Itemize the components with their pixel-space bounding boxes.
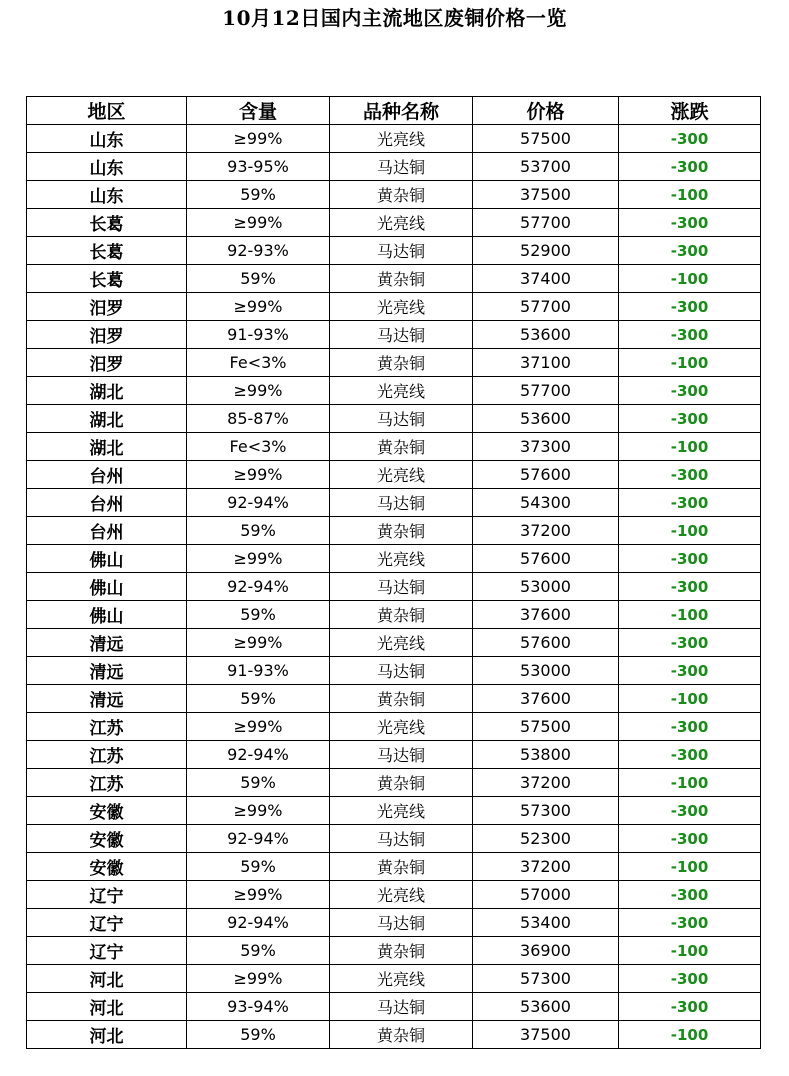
column-header-change: 涨跌 (619, 97, 761, 125)
product-name-cell: 马达铜 (330, 237, 473, 265)
price-cell: 37200 (473, 769, 619, 797)
table-row (27, 181, 761, 209)
region-cell: 安徽 (27, 853, 187, 881)
region-cell: 清远 (27, 629, 187, 657)
region-cell: 山东 (27, 125, 187, 153)
product-name-cell: 黄杂铜 (330, 265, 473, 293)
content-cell: ≥99% (187, 545, 330, 573)
change-cell: -300 (619, 209, 761, 237)
product-name-cell: 马达铜 (330, 825, 473, 853)
price-cell: 53400 (473, 909, 619, 937)
price-cell: 52300 (473, 825, 619, 853)
product-name-cell: 黄杂铜 (330, 685, 473, 713)
region-cell: 长葛 (27, 209, 187, 237)
table-row (27, 769, 761, 797)
column-header-price: 价格 (473, 97, 619, 125)
region-cell: 江苏 (27, 741, 187, 769)
price-table (26, 96, 761, 1049)
region-cell: 清远 (27, 657, 187, 685)
content-cell: 59% (187, 181, 330, 209)
price-cell: 54300 (473, 489, 619, 517)
price-cell: 37300 (473, 433, 619, 461)
table-row (27, 209, 761, 237)
product-name-cell: 光亮线 (330, 293, 473, 321)
change-cell: -100 (619, 433, 761, 461)
region-cell: 安徽 (27, 797, 187, 825)
table-row (27, 237, 761, 265)
content-cell: 92-94% (187, 573, 330, 601)
price-cell: 37200 (473, 853, 619, 881)
change-cell: -300 (619, 881, 761, 909)
product-name-cell: 马达铜 (330, 405, 473, 433)
price-cell: 53600 (473, 321, 619, 349)
price-cell: 57500 (473, 713, 619, 741)
change-cell: -300 (619, 797, 761, 825)
change-cell: -100 (619, 181, 761, 209)
content-cell: 59% (187, 937, 330, 965)
content-cell: 92-93% (187, 237, 330, 265)
product-name-cell: 马达铜 (330, 741, 473, 769)
content-cell: ≥99% (187, 629, 330, 657)
content-cell: 59% (187, 517, 330, 545)
change-cell: -300 (619, 629, 761, 657)
content-cell: Fe<3% (187, 349, 330, 377)
table-row (27, 741, 761, 769)
region-cell: 台州 (27, 461, 187, 489)
content-cell: 59% (187, 1021, 330, 1049)
region-cell: 佛山 (27, 573, 187, 601)
change-cell: -300 (619, 489, 761, 517)
price-cell: 57700 (473, 377, 619, 405)
change-cell: -300 (619, 713, 761, 741)
table-row (27, 909, 761, 937)
table-row (27, 825, 761, 853)
change-cell: -300 (619, 237, 761, 265)
price-cell: 53000 (473, 573, 619, 601)
content-cell: ≥99% (187, 125, 330, 153)
price-cell: 57300 (473, 797, 619, 825)
change-cell: -300 (619, 153, 761, 181)
content-cell: ≥99% (187, 965, 330, 993)
change-cell: -300 (619, 657, 761, 685)
price-cell: 57600 (473, 461, 619, 489)
change-cell: -100 (619, 265, 761, 293)
change-cell: -300 (619, 825, 761, 853)
product-name-cell: 马达铜 (330, 573, 473, 601)
content-cell: 59% (187, 853, 330, 881)
content-cell: 92-94% (187, 909, 330, 937)
change-cell: -300 (619, 573, 761, 601)
product-name-cell: 黄杂铜 (330, 349, 473, 377)
region-cell: 安徽 (27, 825, 187, 853)
region-cell: 河北 (27, 965, 187, 993)
region-cell: 台州 (27, 489, 187, 517)
change-cell: -100 (619, 685, 761, 713)
table-row (27, 573, 761, 601)
content-cell: 59% (187, 265, 330, 293)
price-cell: 37100 (473, 349, 619, 377)
price-cell: 36900 (473, 937, 619, 965)
table-row (27, 349, 761, 377)
product-name-cell: 黄杂铜 (330, 853, 473, 881)
product-name-cell: 马达铜 (330, 909, 473, 937)
price-cell: 57000 (473, 881, 619, 909)
change-cell: -300 (619, 125, 761, 153)
price-cell: 37400 (473, 265, 619, 293)
content-cell: 85-87% (187, 405, 330, 433)
content-cell: 93-94% (187, 993, 330, 1021)
price-cell: 57500 (473, 125, 619, 153)
region-cell: 台州 (27, 517, 187, 545)
content-cell: 92-94% (187, 741, 330, 769)
product-name-cell: 马达铜 (330, 153, 473, 181)
product-name-cell: 光亮线 (330, 797, 473, 825)
table-row (27, 713, 761, 741)
table-row (27, 881, 761, 909)
price-cell: 37600 (473, 685, 619, 713)
content-cell: ≥99% (187, 797, 330, 825)
product-name-cell: 光亮线 (330, 545, 473, 573)
price-cell: 57300 (473, 965, 619, 993)
region-cell: 河北 (27, 1021, 187, 1049)
price-cell: 37500 (473, 181, 619, 209)
region-cell: 辽宁 (27, 937, 187, 965)
region-cell: 长葛 (27, 237, 187, 265)
change-cell: -100 (619, 853, 761, 881)
table-row (27, 293, 761, 321)
content-cell: 92-94% (187, 825, 330, 853)
product-name-cell: 马达铜 (330, 321, 473, 349)
region-cell: 清远 (27, 685, 187, 713)
product-name-cell: 黄杂铜 (330, 517, 473, 545)
product-name-cell: 光亮线 (330, 629, 473, 657)
table-row (27, 601, 761, 629)
table-row (27, 377, 761, 405)
change-cell: -100 (619, 349, 761, 377)
region-cell: 佛山 (27, 545, 187, 573)
product-name-cell: 黄杂铜 (330, 937, 473, 965)
region-cell: 湖北 (27, 377, 187, 405)
product-name-cell: 马达铜 (330, 657, 473, 685)
price-cell: 37600 (473, 601, 619, 629)
product-name-cell: 光亮线 (330, 209, 473, 237)
table-row (27, 461, 761, 489)
content-cell: ≥99% (187, 293, 330, 321)
content-cell: 91-93% (187, 657, 330, 685)
price-cell: 53000 (473, 657, 619, 685)
price-cell: 53800 (473, 741, 619, 769)
price-cell: 53600 (473, 993, 619, 1021)
region-cell: 湖北 (27, 433, 187, 461)
content-cell: 59% (187, 685, 330, 713)
content-cell: ≥99% (187, 209, 330, 237)
table-row (27, 321, 761, 349)
region-cell: 佛山 (27, 601, 187, 629)
product-name-cell: 光亮线 (330, 461, 473, 489)
change-cell: -300 (619, 461, 761, 489)
price-cell: 57600 (473, 545, 619, 573)
region-cell: 汨罗 (27, 321, 187, 349)
column-header-content: 含量 (187, 97, 330, 125)
content-cell: 93-95% (187, 153, 330, 181)
region-cell: 辽宁 (27, 909, 187, 937)
content-cell: ≥99% (187, 461, 330, 489)
product-name-cell: 黄杂铜 (330, 769, 473, 797)
region-cell: 山东 (27, 153, 187, 181)
product-name-cell: 黄杂铜 (330, 601, 473, 629)
change-cell: -100 (619, 937, 761, 965)
table-row (27, 125, 761, 153)
change-cell: -100 (619, 601, 761, 629)
table-row (27, 153, 761, 181)
product-name-cell: 光亮线 (330, 965, 473, 993)
table-row (27, 853, 761, 881)
change-cell: -100 (619, 1021, 761, 1049)
table-row (27, 517, 761, 545)
product-name-cell: 马达铜 (330, 993, 473, 1021)
table-row (27, 657, 761, 685)
change-cell: -300 (619, 545, 761, 573)
table-row (27, 265, 761, 293)
table-row (27, 1021, 761, 1049)
region-cell: 湖北 (27, 405, 187, 433)
content-cell: Fe<3% (187, 433, 330, 461)
price-cell: 53700 (473, 153, 619, 181)
table-row (27, 797, 761, 825)
change-cell: -300 (619, 965, 761, 993)
table-row (27, 489, 761, 517)
region-cell: 江苏 (27, 769, 187, 797)
region-cell: 汨罗 (27, 293, 187, 321)
price-cell: 53600 (473, 405, 619, 433)
content-cell: ≥99% (187, 881, 330, 909)
table-row (27, 685, 761, 713)
product-name-cell: 黄杂铜 (330, 1021, 473, 1049)
price-cell: 57600 (473, 629, 619, 657)
region-cell: 辽宁 (27, 881, 187, 909)
change-cell: -300 (619, 377, 761, 405)
column-header-region: 地区 (27, 97, 187, 125)
product-name-cell: 黄杂铜 (330, 181, 473, 209)
region-cell: 山东 (27, 181, 187, 209)
table-row (27, 545, 761, 573)
content-cell: 59% (187, 769, 330, 797)
region-cell: 河北 (27, 993, 187, 1021)
price-cell: 37500 (473, 1021, 619, 1049)
page-title: 10月12日国内主流地区废铜价格一览 (222, 6, 567, 30)
table-row (27, 993, 761, 1021)
table-row (27, 965, 761, 993)
content-cell: ≥99% (187, 377, 330, 405)
product-name-cell: 光亮线 (330, 377, 473, 405)
change-cell: -300 (619, 293, 761, 321)
product-name-cell: 黄杂铜 (330, 433, 473, 461)
change-cell: -300 (619, 405, 761, 433)
region-cell: 长葛 (27, 265, 187, 293)
product-name-cell: 光亮线 (330, 713, 473, 741)
change-cell: -100 (619, 769, 761, 797)
table-row (27, 937, 761, 965)
content-cell: ≥99% (187, 713, 330, 741)
product-name-cell: 光亮线 (330, 881, 473, 909)
table-row (27, 405, 761, 433)
column-header-product: 品种名称 (330, 97, 473, 125)
change-cell: -300 (619, 909, 761, 937)
region-cell: 汨罗 (27, 349, 187, 377)
price-cell: 52900 (473, 237, 619, 265)
price-cell: 57700 (473, 293, 619, 321)
change-cell: -100 (619, 517, 761, 545)
table-row (27, 629, 761, 657)
product-name-cell: 光亮线 (330, 125, 473, 153)
price-cell: 57700 (473, 209, 619, 237)
change-cell: -300 (619, 321, 761, 349)
content-cell: 92-94% (187, 489, 330, 517)
change-cell: -300 (619, 993, 761, 1021)
product-name-cell: 马达铜 (330, 489, 473, 517)
region-cell: 江苏 (27, 713, 187, 741)
table-row (27, 433, 761, 461)
table-header-row (27, 97, 761, 125)
table-body (27, 125, 761, 1049)
price-cell: 37200 (473, 517, 619, 545)
content-cell: 59% (187, 601, 330, 629)
content-cell: 91-93% (187, 321, 330, 349)
change-cell: -300 (619, 741, 761, 769)
